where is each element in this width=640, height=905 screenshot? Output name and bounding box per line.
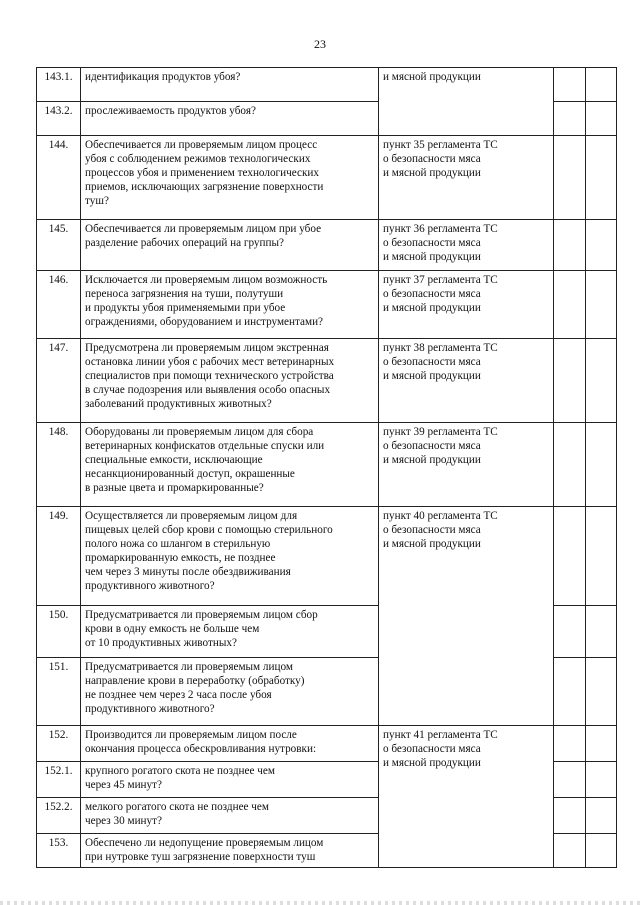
table-row bbox=[37, 271, 617, 339]
note-cell bbox=[586, 339, 617, 423]
answer-cell bbox=[554, 507, 586, 606]
note-cell bbox=[586, 658, 617, 726]
table-row bbox=[37, 136, 617, 220]
answer-cell bbox=[554, 658, 586, 726]
question-cell: Производится ли проверяемым лицом после окончания процесса обескровливания нутровки: bbox=[81, 726, 379, 762]
note-cell bbox=[586, 798, 617, 834]
row-number: 153. bbox=[37, 834, 81, 868]
table-row bbox=[37, 423, 617, 507]
note-cell bbox=[586, 606, 617, 658]
row-number: 143.2. bbox=[37, 102, 81, 136]
answer-cell bbox=[554, 271, 586, 339]
table-row bbox=[37, 726, 617, 762]
note-cell bbox=[586, 68, 617, 102]
note-cell bbox=[586, 507, 617, 606]
row-number: 143.1. bbox=[37, 68, 81, 102]
answer-cell bbox=[554, 68, 586, 102]
row-number: 152.1. bbox=[37, 762, 81, 798]
question-cell: идентификация продуктов убоя? bbox=[81, 68, 379, 102]
row-number: 148. bbox=[37, 423, 81, 507]
answer-cell bbox=[554, 606, 586, 658]
row-number: 149. bbox=[37, 507, 81, 606]
answer-cell bbox=[554, 834, 586, 868]
reference-cell: пункт 35 регламента ТС о безопасности мяса и мясной продукции bbox=[379, 136, 554, 220]
note-cell bbox=[586, 102, 617, 136]
row-number: 144. bbox=[37, 136, 81, 220]
answer-cell bbox=[554, 102, 586, 136]
answer-cell bbox=[554, 136, 586, 220]
question-cell: крупного рогатого скота не позднее чем через 45 минут? bbox=[81, 762, 379, 798]
question-cell: Обеспечивается ли проверяемым лицом процесс убоя с соблюдением режимов технологических процессов убоя и применением технологических приемов, исключающих загрязнение поверхности туш? bbox=[81, 136, 379, 220]
row-number: 147. bbox=[37, 339, 81, 423]
answer-cell bbox=[554, 798, 586, 834]
note-cell bbox=[586, 136, 617, 220]
note-cell bbox=[586, 423, 617, 507]
question-cell: мелкого рогатого скота не позднее чем через 30 минут? bbox=[81, 798, 379, 834]
table-row bbox=[37, 339, 617, 423]
row-number: 150. bbox=[37, 606, 81, 658]
note-cell bbox=[586, 834, 617, 868]
table-row bbox=[37, 507, 617, 606]
reference-cell: пункт 38 регламента ТС о безопасности мяса и мясной продукции bbox=[379, 339, 554, 423]
note-cell bbox=[586, 220, 617, 271]
row-number: 152.2. bbox=[37, 798, 81, 834]
answer-cell bbox=[554, 762, 586, 798]
answer-cell bbox=[554, 423, 586, 507]
table-row bbox=[37, 220, 617, 271]
reference-cell: и мясной продукции bbox=[379, 68, 554, 136]
answer-cell bbox=[554, 726, 586, 762]
question-cell: Исключается ли проверяемым лицом возможность переноса загрязнения на туши, полутуши и продукты убоя применяемыми при убое ограждениями, оборудованием и инструментами? bbox=[81, 271, 379, 339]
answer-cell bbox=[554, 220, 586, 271]
question-cell: Предусматривается ли проверяемым лицом направление крови в переработку (обработку) не позднее чем через 2 часа после убоя продуктивного животного? bbox=[81, 658, 379, 726]
reference-cell: пункт 39 регламента ТС о безопасности мяса и мясной продукции bbox=[379, 423, 554, 507]
reference-cell: пункт 37 регламента ТС о безопасности мяса и мясной продукции bbox=[379, 271, 554, 339]
row-number: 152. bbox=[37, 726, 81, 762]
question-cell: Обеспечивается ли проверяемым лицом при убое разделение рабочих операций на группы? bbox=[81, 220, 379, 271]
note-cell bbox=[586, 762, 617, 798]
question-cell: Предусмотрена ли проверяемым лицом экстренная остановка линии убоя с рабочих мест ветеринарных специалистов при помощи технического устройства в случае подозрения или выявления особо опасных заболеваний продуктивных животных? bbox=[81, 339, 379, 423]
row-number: 145. bbox=[37, 220, 81, 271]
question-cell: Обеспечено ли недопущение проверяемым лицом при нутровке туш загрязнение поверхности туш bbox=[81, 834, 379, 868]
reference-cell: пункт 36 регламента ТС о безопасности мяса и мясной продукции bbox=[379, 220, 554, 271]
page-number: 23 bbox=[314, 37, 326, 51]
question-cell: прослеживаемость продуктов убоя? bbox=[81, 102, 379, 136]
reference-cell: пункт 40 регламента ТС о безопасности мяса и мясной продукции bbox=[379, 507, 554, 726]
scan-edge-artifact bbox=[0, 901, 640, 905]
table-row bbox=[37, 68, 617, 102]
note-cell bbox=[586, 726, 617, 762]
checklist-table bbox=[36, 67, 617, 868]
row-number: 151. bbox=[37, 658, 81, 726]
note-cell bbox=[586, 271, 617, 339]
reference-cell: пункт 41 регламента ТС о безопасности мяса и мясной продукции bbox=[379, 726, 554, 868]
question-cell: Предусматривается ли проверяемым лицом сбор крови в одну емкость не больше чем от 10 продуктивных животных? bbox=[81, 606, 379, 658]
question-cell: Оборудованы ли проверяемым лицом для сбора ветеринарных конфискатов отдельные спуски или специальные емкости, исключающие несанкционированный доступ, окрашенные в разные цвета и промаркированные? bbox=[81, 423, 379, 507]
answer-cell bbox=[554, 339, 586, 423]
question-cell: Осуществляется ли проверяемым лицом для пищевых целей сбор крови с помощью стерильного полого ножа со шлангом в стерильную промаркированную емкость, не позднее чем через 3 минуты после обездвиживания продуктивного животного? bbox=[81, 507, 379, 606]
row-number: 146. bbox=[37, 271, 81, 339]
